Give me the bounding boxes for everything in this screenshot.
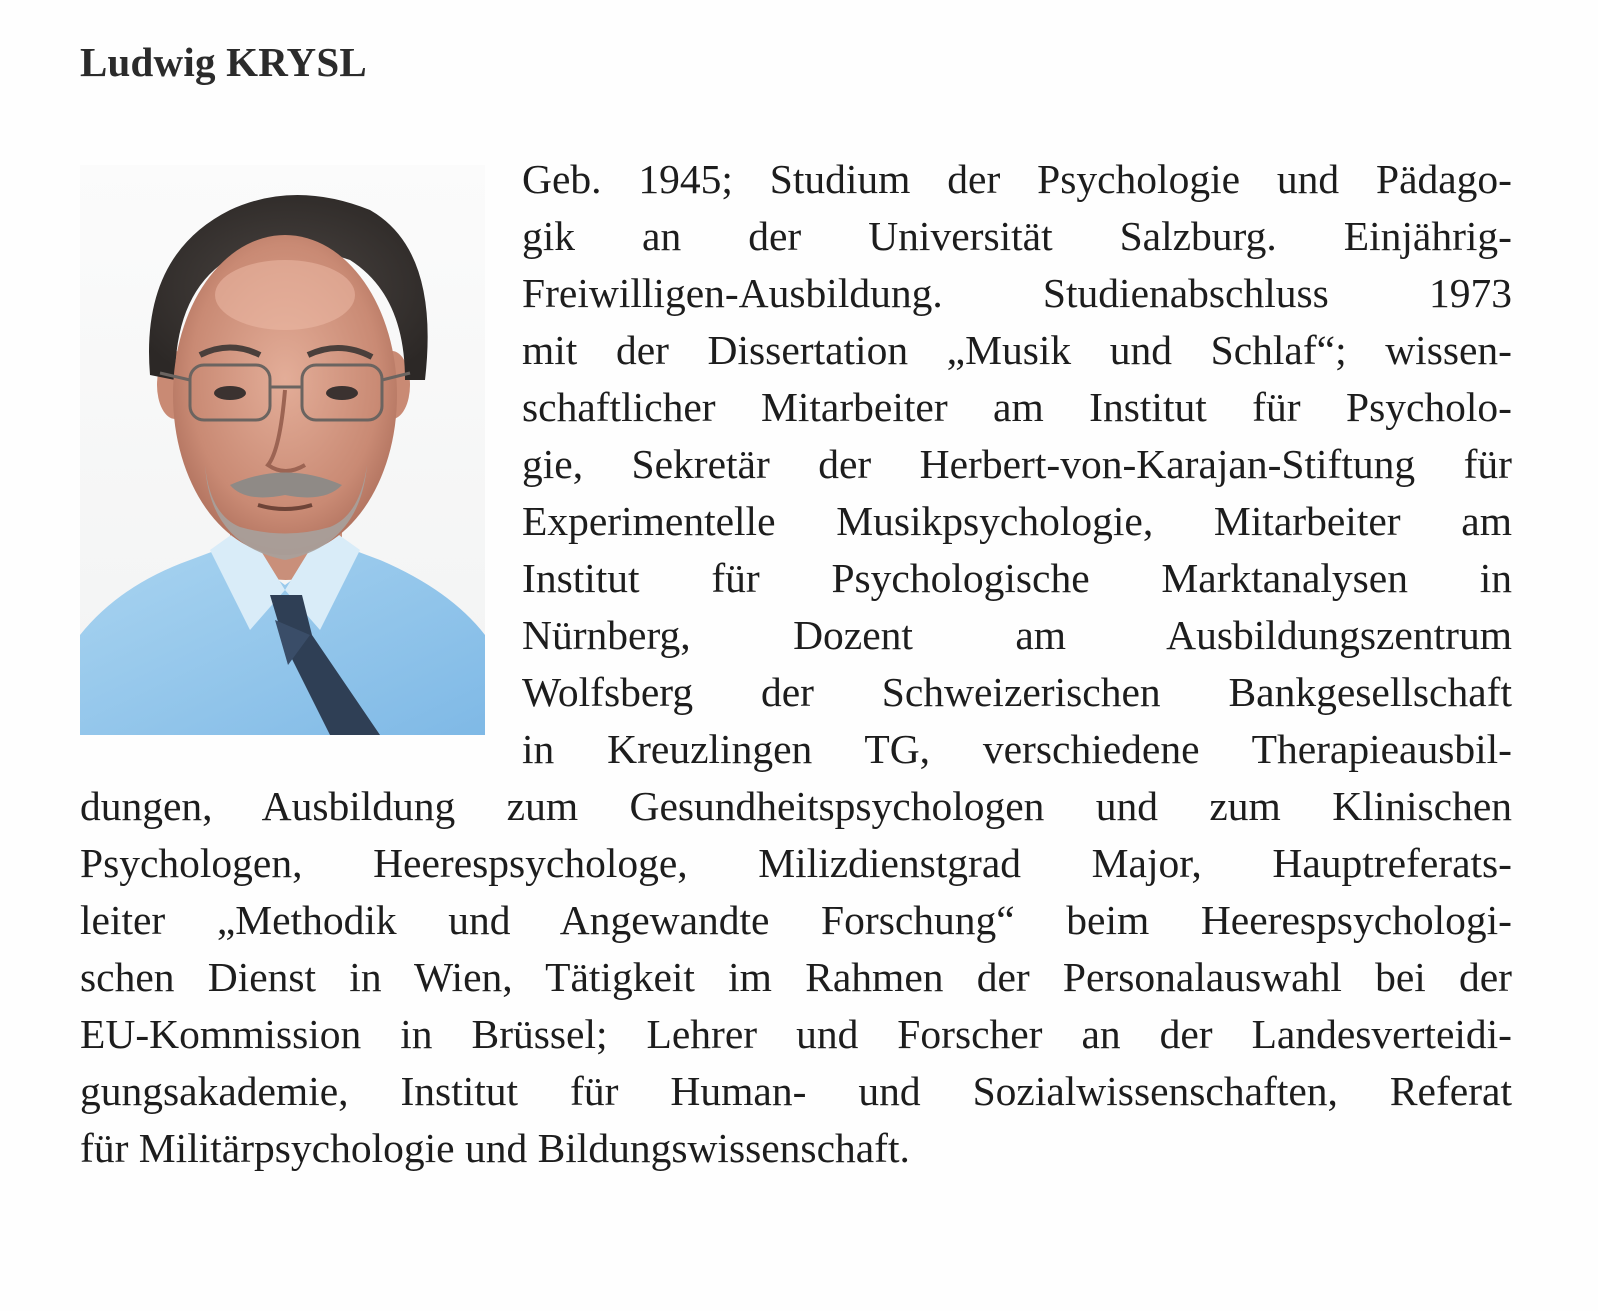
- portrait-illustration: [80, 165, 485, 735]
- bio-line: Psychologen, Heerespsychologe, Milizdienstgrad Major, Hauptreferats-: [80, 840, 1512, 886]
- bio-line: in Kreuzlingen TG, verschiedene Therapieausbil-: [522, 726, 1512, 772]
- bio-line: dungen, Ausbildung zum Gesundheitspsychologen und zum Klinischen: [80, 783, 1512, 829]
- biography-text-full-width: [80, 778, 1512, 1177]
- bio-line: gungsakademie, Institut für Human- und Sozialwissenschaften, Referat: [80, 1068, 1512, 1114]
- bio-line: Freiwilligen-Ausbildung. Studienabschluss 1973: [522, 270, 1512, 316]
- bio-line: Wolfsberg der Schweizerischen Bankgesellschaft: [522, 669, 1512, 715]
- bio-line: leiter „Methodik und Angewandte Forschung“ beim Heerespsychologi-: [80, 897, 1512, 943]
- portrait-photo: [80, 165, 485, 735]
- bio-line: schen Dienst in Wien, Tätigkeit im Rahmen der Personalauswahl bei der: [80, 954, 1512, 1000]
- bio-line: Nürnberg, Dozent am Ausbildungszentrum: [522, 612, 1512, 658]
- bio-line: Institut für Psychologische Marktanalysen in: [522, 555, 1512, 601]
- biography-text-beside-photo: [522, 151, 1512, 778]
- bio-line: mit der Dissertation „Musik und Schlaf“; wissen-: [522, 327, 1512, 373]
- bio-line: für Militärpsychologie und Bildungswissenschaft.: [80, 1125, 910, 1171]
- bio-line: schaftlicher Mitarbeiter am Institut für Psycholo-: [522, 384, 1512, 430]
- bio-line: Geb. 1945; Studium der Psychologie und Pädago-: [522, 156, 1512, 202]
- bio-line: Experimentelle Musikpsychologie, Mitarbeiter am: [522, 498, 1512, 544]
- person-name-heading: Ludwig KRYSL: [80, 39, 367, 85]
- bio-line: gik an der Universität Salzburg. Einjährig-: [522, 213, 1512, 259]
- bio-line: gie, Sekretär der Herbert-von-Karajan-Stiftung für: [522, 441, 1512, 487]
- bio-line: EU-Kommission in Brüssel; Lehrer und Forscher an der Landesverteidi-: [80, 1011, 1512, 1057]
